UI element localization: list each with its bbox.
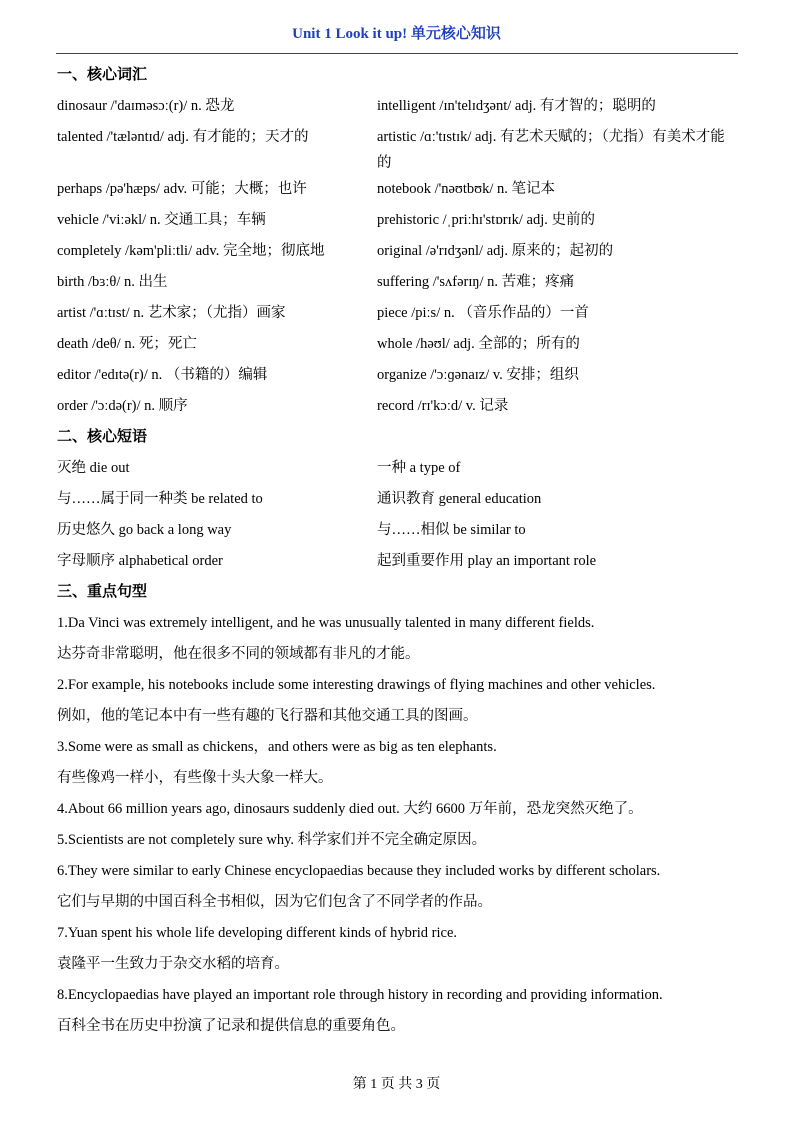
sentence-english: 2.For example, his notebooks include some interesting drawings of flying machines and other vehicles. xyxy=(57,677,656,693)
phrase-entry: 字母顺序 alphabetical order xyxy=(57,553,223,569)
sentence-chinese: 例如，他的笔记本中有一些有趣的飞行器和其他交通工具的图画。 xyxy=(57,708,478,724)
vocab-section-title: 一、核心词汇 xyxy=(57,67,148,83)
vocab-entry: dinosaur /'daɪməsɔː(r)/ n. 恐龙 xyxy=(57,98,235,114)
vocab-entry: suffering /'sʌfərɪŋ/ n. 苦难；疼痛 xyxy=(377,274,575,290)
vocab-entry: piece /piːs/ n. （音乐作品的）一首 xyxy=(377,305,589,321)
sentence-english: 7.Yuan spent his whole life developing different kinds of hybrid rice. xyxy=(57,925,458,941)
phrase-entry: 一种 a type of xyxy=(377,460,461,476)
vocab-entry: artistic /ɑː'tɪstɪk/ adj. 有艺术天赋的；（尤指）有美术才能的 xyxy=(377,129,725,171)
vocab-entry: artist /'ɑːtɪst/ n. 艺术家；（尤指）画家 xyxy=(57,305,286,321)
sentence-chinese: 它们与早期的中国百科全书相似，因为它们包含了不同学者的作品。 xyxy=(57,894,492,910)
document-body xyxy=(57,60,737,1042)
phrase-row xyxy=(57,453,737,484)
phrase-row xyxy=(57,484,737,515)
vocab-entry: perhaps /pə'hæps/ adv. 可能；大概；也许 xyxy=(57,181,307,197)
vocab-entry: prehistoric /ˌpriːhɪ'stɒrɪk/ adj. 史前的 xyxy=(377,212,595,228)
vocab-row xyxy=(57,360,737,391)
phrase-entry: 历史悠久 go back a long way xyxy=(57,522,232,538)
vocab-row xyxy=(57,205,737,236)
header-divider xyxy=(56,53,738,54)
sentence-bilingual: 4.About 66 million years ago, dinosaurs suddenly died out. 大约 6600 万年前，恐龙突然灭绝了。 xyxy=(57,801,643,817)
phrase-entry: 与……相似 be similar to xyxy=(377,522,526,538)
sentences-section-title: 三、重点句型 xyxy=(57,584,148,600)
vocab-row xyxy=(57,298,737,329)
vocab-row xyxy=(57,122,737,174)
vocab-entry: original /ə'rɪdʒənl/ adj. 原来的；起初的 xyxy=(377,243,614,259)
sentence-bilingual: 5.Scientists are not completely sure why. 科学家们并不完全确定原因。 xyxy=(57,832,487,848)
phrase-entry: 起到重要作用 play an important role xyxy=(377,553,597,569)
vocab-entry: talented /'tæləntɪd/ adj. 有才能的；天才的 xyxy=(57,129,309,145)
phrase-list xyxy=(57,453,737,577)
sentence-chinese: 达芬奇非常聪明，他在很多不同的领域都有非凡的才能。 xyxy=(57,646,420,662)
vocab-entry: editor /'edɪtə(r)/ n. （书籍的）编辑 xyxy=(57,367,268,383)
page-number: 第 1 页 共 3 页 xyxy=(352,1077,441,1092)
vocab-list xyxy=(57,91,737,422)
phrase-entry: 灭绝 die out xyxy=(57,460,130,476)
vocab-entry: notebook /'nəʊtbʊk/ n. 笔记本 xyxy=(377,181,556,197)
vocab-entry: organize /'ɔːɡənaɪz/ v. 安排；组织 xyxy=(377,367,579,383)
phrase-entry: 与……属于同一种类 be related to xyxy=(57,491,263,507)
vocab-entry: completely /kəm'pliːtli/ adv. 完全地；彻底地 xyxy=(57,243,325,259)
vocab-row xyxy=(57,267,737,298)
vocab-entry: birth /bɜːθ/ n. 出生 xyxy=(57,274,168,290)
vocab-entry: intelligent /ɪn'telɪdʒənt/ adj. 有才智的；聪明的 xyxy=(377,98,656,114)
sentence-english: 3.Some were as small as chickens，and others were as big as ten elephants. xyxy=(57,739,497,755)
vocab-entry: whole /həʊl/ adj. 全部的；所有的 xyxy=(377,336,580,352)
sentence-chinese: 百科全书在历史中扮演了记录和提供信息的重要角色。 xyxy=(57,1018,405,1034)
vocab-row xyxy=(57,329,737,360)
sentence-english: 8.Encyclopaedias have played an important role through history in recording and providing information. xyxy=(57,987,663,1003)
sentence-list xyxy=(57,608,737,1042)
vocab-row xyxy=(57,91,737,122)
vocab-entry: order /'ɔːdə(r)/ n. 顺序 xyxy=(57,398,188,414)
vocab-entry: vehicle /'viːəkl/ n. 交通工具；车辆 xyxy=(57,212,266,228)
sentence-chinese: 袁隆平一生致力于杂交水稻的培育。 xyxy=(57,956,289,972)
sentence-english: 1.Da Vinci was extremely intelligent, and he was unusually talented in many different fields. xyxy=(57,615,595,631)
page-header: Unit 1 Look it up! 单元核心知识 xyxy=(292,26,501,42)
vocab-entry: death /deθ/ n. 死；死亡 xyxy=(57,336,197,352)
vocab-row xyxy=(57,236,737,267)
phrase-row xyxy=(57,515,737,546)
sentence-chinese: 有些像鸡一样小，有些像十头大象一样大。 xyxy=(57,770,333,786)
vocab-row xyxy=(57,391,737,422)
phrase-entry: 通识教育 general education xyxy=(377,491,542,507)
phrase-row xyxy=(57,546,737,577)
sentence-english: 6.They were similar to early Chinese encyclopaedias because they included works by different scholars. xyxy=(57,863,661,879)
phrases-section-title: 二、核心短语 xyxy=(57,429,148,445)
vocab-row xyxy=(57,174,737,205)
vocab-entry: record /rɪ'kɔːd/ v. 记录 xyxy=(377,398,509,414)
